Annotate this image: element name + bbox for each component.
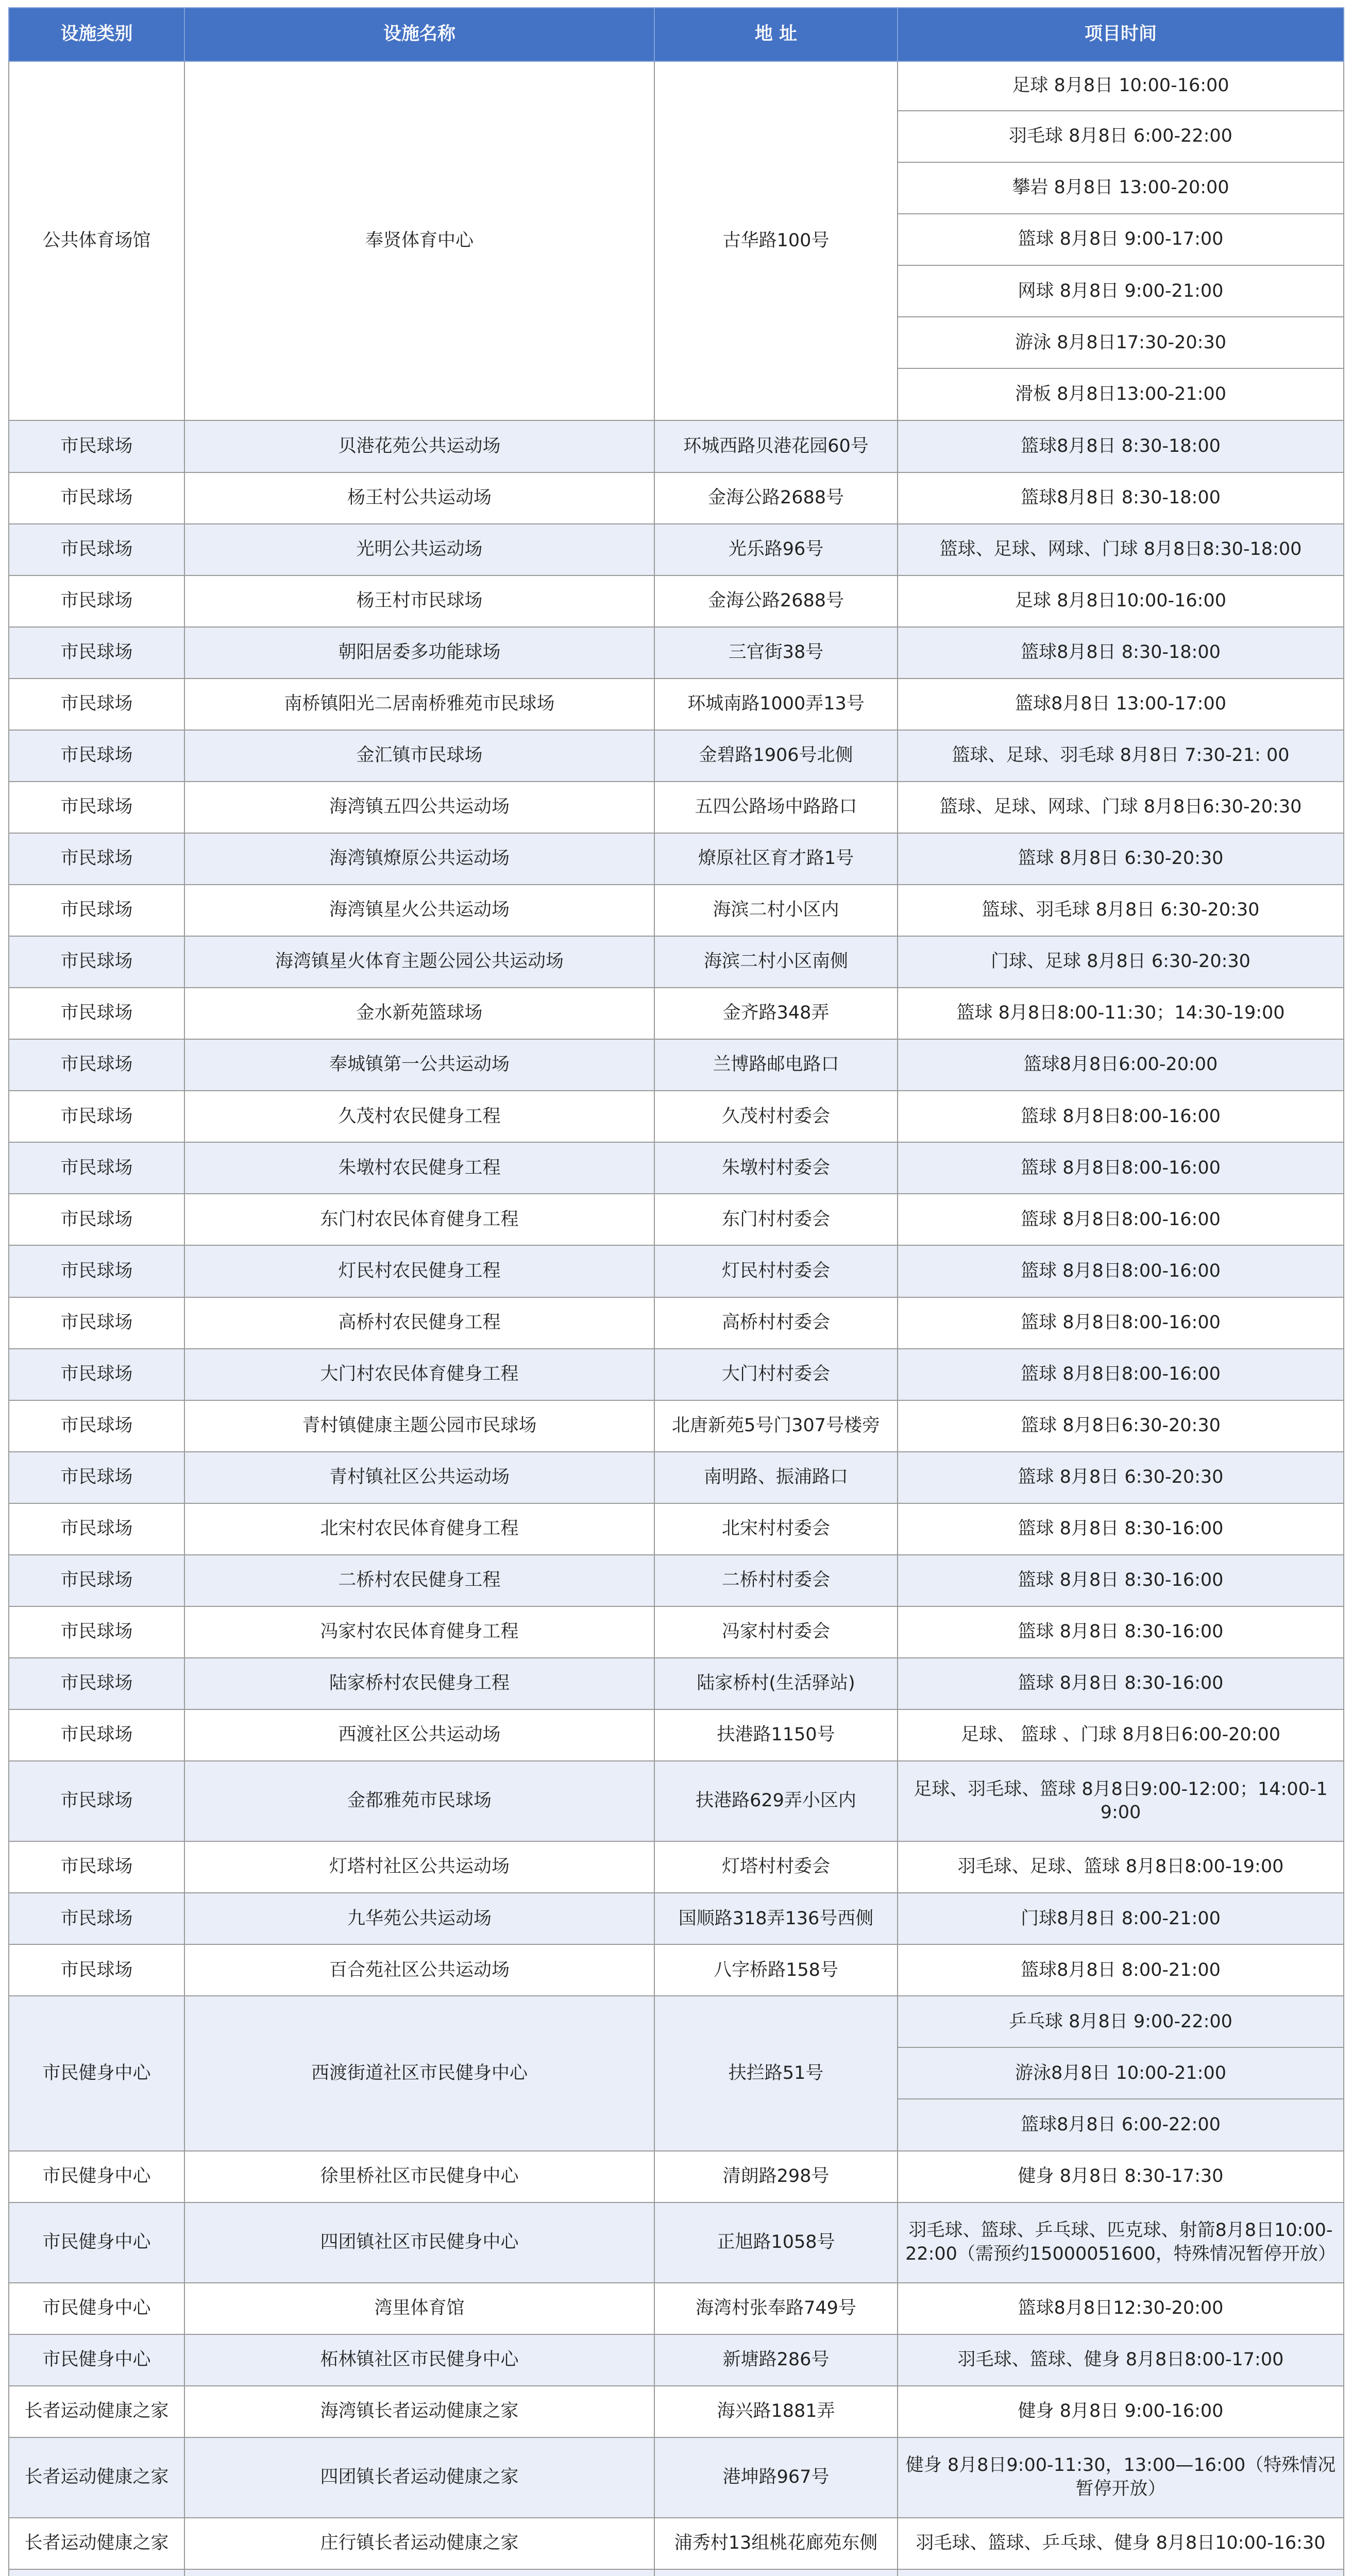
cell-time: 篮球 8月8日6:30-20:30: [898, 1400, 1344, 1452]
cell-time: 篮球 8月8日8:00-11:30；14:30-19:00: [898, 988, 1344, 1039]
table-row: [9, 575, 1344, 627]
cell-name: 海湾镇长者运动健康之家: [184, 2386, 654, 2437]
cell-name: 久茂村农民健身工程: [184, 1091, 654, 1142]
cell-time: 健身 8月8日 8:30-17:30: [898, 2151, 1344, 2202]
cell-address: 国顺路318弄136号西侧: [654, 1893, 898, 1944]
table-row: [9, 833, 1344, 885]
cell-address: 海兴路1881弄: [654, 2386, 898, 2437]
cell-category: 市民球场: [9, 524, 184, 575]
table-row: [9, 782, 1344, 833]
cell-time: 羽毛球、篮球、乒乓球、健身 8月8日10:00-16:30: [898, 2518, 1344, 2569]
cell-category: 市民球场: [9, 575, 184, 627]
cell-name: 杨王村市民球场: [184, 575, 654, 627]
cell-address: 港坤路967号: [654, 2437, 898, 2518]
cell-address: 灯塔村村委会: [654, 1841, 898, 1893]
cell-address: 灯民村村委会: [654, 1245, 898, 1297]
cell-address: 高桥村村委会: [654, 1297, 898, 1349]
cell-name: 徐里桥社区市民健身中心: [184, 2151, 654, 2202]
cell-name: 柘林镇社区市民健身中心: [184, 2334, 654, 2386]
cell-time: 羽毛球、篮球、健身 8月8日8:00-17:00: [898, 2334, 1344, 2386]
table-row: [9, 61, 1344, 111]
cell-category: 市民球场: [9, 1039, 184, 1091]
cell-category: 市民球场: [9, 627, 184, 679]
cell-category: 长者运动健康之家: [9, 2518, 184, 2569]
cell-category: 市民球场: [9, 1245, 184, 1297]
cell-name: 九华苑公共运动场: [184, 1893, 654, 1944]
cell-time: 篮球 8月8日8:00-16:00: [898, 1142, 1344, 1194]
cell-category: 市民球场: [9, 1194, 184, 1245]
cell-category: 市民球场: [9, 1658, 184, 1709]
cell-time: 足球 8月8日 10:00-16:00: [898, 61, 1344, 111]
header-address: 地 址: [654, 8, 898, 61]
cell-address: 扶拦路51号: [654, 1996, 898, 2150]
cell-address: 朱墩村村委会: [654, 1142, 898, 1194]
cell-time: 篮球、足球、羽毛球 8月8日 7:30-21: 00: [898, 730, 1344, 782]
cell-category: 长者运动健康之家: [9, 2437, 184, 2518]
cell-time: 篮球、足球、网球、门球 8月8日6:30-20:30: [898, 782, 1344, 833]
cell-time: 篮球 8月8日 8:30-16:00: [898, 1606, 1344, 1658]
table-row: [9, 2569, 1344, 2576]
header-row: [9, 8, 1344, 61]
cell-name: 南桥镇阳光二居南桥雅苑市民球场: [184, 679, 654, 730]
table-row: [9, 1893, 1344, 1944]
cell-category: 市民球场: [9, 1893, 184, 1944]
cell-address: 东门村村委会: [654, 1194, 898, 1245]
cell-time: 乒乓球 8月8日 9:00-22:00: [898, 1996, 1344, 2047]
cell-category: 长者运动健康之家: [9, 2386, 184, 2437]
cell-time: 篮球 8月8日 9:00-17:00: [898, 214, 1344, 265]
table-body: [9, 61, 1344, 2576]
table-row: [9, 1996, 1344, 2047]
cell-category: [9, 2569, 184, 2576]
table-row: [9, 1944, 1344, 1996]
cell-name: 朝阳居委多功能球场: [184, 627, 654, 679]
cell-category: 市民健身中心: [9, 2202, 184, 2283]
table-row: [9, 627, 1344, 679]
cell-address: 久茂村村委会: [654, 1091, 898, 1142]
cell-address: 兰博路邮电路口: [654, 1039, 898, 1091]
cell-address: 海滨二村小区南侧: [654, 936, 898, 988]
table-row: [9, 1761, 1344, 1841]
cell-address: 陆家桥村(生活驿站): [654, 1658, 898, 1709]
cell-address: 南明路、振浦路口: [654, 1452, 898, 1503]
cell-category: 市民球场: [9, 1761, 184, 1841]
table-row: [9, 2437, 1344, 2518]
cell-name: 陆家桥村农民健身工程: [184, 1658, 654, 1709]
cell-name: 杨王村公共运动场: [184, 472, 654, 524]
table-row: [9, 2386, 1344, 2437]
table-row: [9, 1452, 1344, 1503]
table-row: [9, 2283, 1344, 2334]
cell-time: 篮球 8月8日 6:30-20:30: [898, 1452, 1344, 1503]
cell-time: 篮球8月8日 6:00-22:00: [898, 2099, 1344, 2150]
cell-name: 冯家村农民体育健身工程: [184, 1606, 654, 1658]
table-row: [9, 2202, 1344, 2283]
cell-address: 三官街38号: [654, 627, 898, 679]
cell-category: 市民球场: [9, 472, 184, 524]
cell-address: 五四公路场中路路口: [654, 782, 898, 833]
cell-category: 市民球场: [9, 1452, 184, 1503]
cell-address: 浦秀村13组桃花廊苑东侧: [654, 2518, 898, 2569]
cell-time: 游泳 8月8日17:30-20:30: [898, 317, 1344, 368]
cell-time: 篮球 8月8日 8:30-16:00: [898, 1555, 1344, 1606]
cell-time: 篮球8月8日 8:30-18:00: [898, 420, 1344, 472]
cell-category: 市民球场: [9, 1606, 184, 1658]
cell-address: 环城西路贝港花园60号: [654, 420, 898, 472]
cell-category: 市民球场: [9, 1709, 184, 1761]
cell-time: 足球、羽毛球、篮球 8月8日9:00-12:00；14:00-19:00: [898, 1761, 1344, 1841]
cell-name: 海湾镇星火公共运动场: [184, 885, 654, 936]
cell-time: 篮球、羽毛球 8月8日 6:30-20:30: [898, 885, 1344, 936]
table-row: [9, 936, 1344, 988]
cell-address: 海湾村张奉路749号: [654, 2283, 898, 2334]
cell-category: 市民球场: [9, 1091, 184, 1142]
table-row: [9, 1091, 1344, 1142]
cell-category: 公共体育场馆: [9, 61, 184, 420]
cell-time: 篮球8月8日 13:00-17:00: [898, 679, 1344, 730]
cell-time: 篮球 8月8日8:00-16:00: [898, 1245, 1344, 1297]
cell-name: 百合苑社区公共运动场: [184, 1944, 654, 1996]
cell-time: 篮球8月8日6:00-20:00: [898, 1039, 1344, 1091]
cell-name: 金水新苑篮球场: [184, 988, 654, 1039]
cell-time: 篮球8月8日12:30-20:00: [898, 2283, 1344, 2334]
cell-category: 市民球场: [9, 782, 184, 833]
table-row: [9, 1503, 1344, 1555]
cell-time: 篮球 8月8日 6:30-20:30: [898, 833, 1344, 885]
cell-time: 足球 8月8日10:00-16:00: [898, 575, 1344, 627]
cell-category: 市民球场: [9, 1555, 184, 1606]
table-row: [9, 1142, 1344, 1194]
cell-address: 八字桥路158号: [654, 1944, 898, 1996]
cell-address: 二桥村村委会: [654, 1555, 898, 1606]
cell-name: 灯塔村社区公共运动场: [184, 1841, 654, 1893]
cell-address: 清朗路298号: [654, 2151, 898, 2202]
cell-address: 正旭路1058号: [654, 2202, 898, 2283]
cell-name: 奉城镇第一公共运动场: [184, 1039, 654, 1091]
cell-address: [654, 2569, 898, 2576]
table-row: [9, 1658, 1344, 1709]
cell-name: 四团镇社区市民健身中心: [184, 2202, 654, 2283]
cell-time: 门球、足球 8月8日 6:30-20:30: [898, 936, 1344, 988]
cell-name: 贝港花苑公共运动场: [184, 420, 654, 472]
table-row: [9, 885, 1344, 936]
cell-name: 四团镇长者运动健康之家: [184, 2437, 654, 2518]
table-row: [9, 1555, 1344, 1606]
cell-time: 羽毛球 8月8日 6:00-22:00: [898, 111, 1344, 162]
cell-address: 北宋村村委会: [654, 1503, 898, 1555]
table-row: [9, 1400, 1344, 1452]
cell-time: 羽毛球、篮球、乒乓球、匹克球、射箭8月8日10:00-22:00（需预约15000051600，特殊情况暂停开放）: [898, 2202, 1344, 2283]
cell-time: 篮球8月8日 8:30-18:00: [898, 472, 1344, 524]
table-row: [9, 1297, 1344, 1349]
cell-category: 市民球场: [9, 1400, 184, 1452]
table-row: [9, 472, 1344, 524]
cell-name: 奉贤体育中心: [184, 61, 654, 420]
cell-category: 市民球场: [9, 1297, 184, 1349]
cell-address: 环城南路1000弄13号: [654, 679, 898, 730]
cell-name: 庄行镇长者运动健康之家: [184, 2518, 654, 2569]
cell-time: 篮球8月8日 8:00-21:00: [898, 1944, 1344, 1996]
cell-category: 市民球场: [9, 1142, 184, 1194]
cell-address: 古华路100号: [654, 61, 898, 420]
cell-time: 攀岩 8月8日 13:00-20:00: [898, 162, 1344, 214]
cell-category: 市民健身中心: [9, 1996, 184, 2150]
cell-name: [184, 2569, 654, 2576]
cell-name: 金都雅苑市民球场: [184, 1761, 654, 1841]
cell-category: 市民球场: [9, 730, 184, 782]
table-row: [9, 1349, 1344, 1400]
cell-name: 大门村农民体育健身工程: [184, 1349, 654, 1400]
table-row: [9, 1841, 1344, 1893]
cell-category: 市民球场: [9, 1841, 184, 1893]
header-name: 设施名称: [184, 8, 654, 61]
cell-time: 篮球 8月8日8:00-16:00: [898, 1297, 1344, 1349]
cell-time: 篮球8月8日 8:30-18:00: [898, 627, 1344, 679]
cell-address: 金碧路1906号北侧: [654, 730, 898, 782]
table-row: [9, 1709, 1344, 1761]
table-row: [9, 1606, 1344, 1658]
cell-address: 北唐新苑5号门307号楼旁: [654, 1400, 898, 1452]
cell-time: [898, 2569, 1344, 2576]
cell-address: 扶港路1150号: [654, 1709, 898, 1761]
cell-category: 市民球场: [9, 1349, 184, 1400]
cell-address: 大门村村委会: [654, 1349, 898, 1400]
cell-name: 海湾镇星火体育主题公园公共运动场: [184, 936, 654, 988]
cell-category: 市民球场: [9, 936, 184, 988]
cell-name: 海湾镇燎原公共运动场: [184, 833, 654, 885]
cell-time: 门球8月8日 8:00-21:00: [898, 1893, 1344, 1944]
table-row: [9, 679, 1344, 730]
cell-name: 高桥村农民健身工程: [184, 1297, 654, 1349]
cell-time: 羽毛球、足球、篮球 8月8日8:00-19:00: [898, 1841, 1344, 1893]
cell-category: 市民健身中心: [9, 2283, 184, 2334]
cell-category: 市民健身中心: [9, 2334, 184, 2386]
table-row: [9, 524, 1344, 575]
cell-time: 篮球 8月8日 8:30-16:00: [898, 1658, 1344, 1709]
cell-address: 金齐路348弄: [654, 988, 898, 1039]
cell-category: 市民球场: [9, 833, 184, 885]
cell-name: 金汇镇市民球场: [184, 730, 654, 782]
facility-schedule-table: [8, 7, 1344, 2576]
cell-name: 灯民村农民健身工程: [184, 1245, 654, 1297]
cell-category: 市民球场: [9, 1944, 184, 1996]
cell-time: 篮球 8月8日 8:30-16:00: [898, 1503, 1344, 1555]
cell-name: 朱墩村农民健身工程: [184, 1142, 654, 1194]
cell-time: 篮球 8月8日8:00-16:00: [898, 1091, 1344, 1142]
header-time: 项目时间: [898, 8, 1344, 61]
cell-time: 篮球 8月8日8:00-16:00: [898, 1349, 1344, 1400]
table-row: [9, 988, 1344, 1039]
table-row: [9, 1245, 1344, 1297]
cell-time: 足球、 篮球 、门球 8月8日6:00-20:00: [898, 1709, 1344, 1761]
cell-category: 市民球场: [9, 988, 184, 1039]
cell-name: 北宋村农民体育健身工程: [184, 1503, 654, 1555]
cell-time: 滑板 8月8日13:00-21:00: [898, 368, 1344, 420]
table-row: [9, 1194, 1344, 1245]
cell-category: 市民球场: [9, 885, 184, 936]
cell-time: 篮球、足球、网球、门球 8月8日8:30-18:00: [898, 524, 1344, 575]
cell-time: 网球 8月8日 9:00-21:00: [898, 265, 1344, 317]
cell-time: 篮球 8月8日8:00-16:00: [898, 1194, 1344, 1245]
table-row: [9, 420, 1344, 472]
cell-time: 健身 8月8日9:00-11:30，13:00—16:00（特殊情况暂停开放）: [898, 2437, 1344, 2518]
cell-time: 游泳8月8日 10:00-21:00: [898, 2047, 1344, 2099]
cell-name: 西渡街道社区市民健身中心: [184, 1996, 654, 2150]
cell-address: 金海公路2688号: [654, 575, 898, 627]
cell-time: 健身 8月8日 9:00-16:00: [898, 2386, 1344, 2437]
table-row: [9, 2334, 1344, 2386]
cell-name: 海湾镇五四公共运动场: [184, 782, 654, 833]
cell-name: 二桥村农民健身工程: [184, 1555, 654, 1606]
cell-address: 金海公路2688号: [654, 472, 898, 524]
cell-category: 市民球场: [9, 679, 184, 730]
table-row: [9, 2518, 1344, 2569]
cell-address: 海滨二村小区内: [654, 885, 898, 936]
cell-name: 湾里体育馆: [184, 2283, 654, 2334]
cell-name: 东门村农民体育健身工程: [184, 1194, 654, 1245]
header-category: 设施类别: [9, 8, 184, 61]
cell-category: 市民球场: [9, 1503, 184, 1555]
table-row: [9, 2151, 1344, 2202]
cell-address: 新塘路286号: [654, 2334, 898, 2386]
cell-name: 青村镇社区公共运动场: [184, 1452, 654, 1503]
table-row: [9, 730, 1344, 782]
cell-name: 西渡社区公共运动场: [184, 1709, 654, 1761]
cell-address: 冯家村村委会: [654, 1606, 898, 1658]
table-row: [9, 1039, 1344, 1091]
cell-category: 市民健身中心: [9, 2151, 184, 2202]
cell-name: 青村镇健康主题公园市民球场: [184, 1400, 654, 1452]
cell-category: 市民球场: [9, 420, 184, 472]
cell-address: 燎原社区育才路1号: [654, 833, 898, 885]
cell-name: 光明公共运动场: [184, 524, 654, 575]
cell-address: 扶港路629弄小区内: [654, 1761, 898, 1841]
cell-address: 光乐路96号: [654, 524, 898, 575]
